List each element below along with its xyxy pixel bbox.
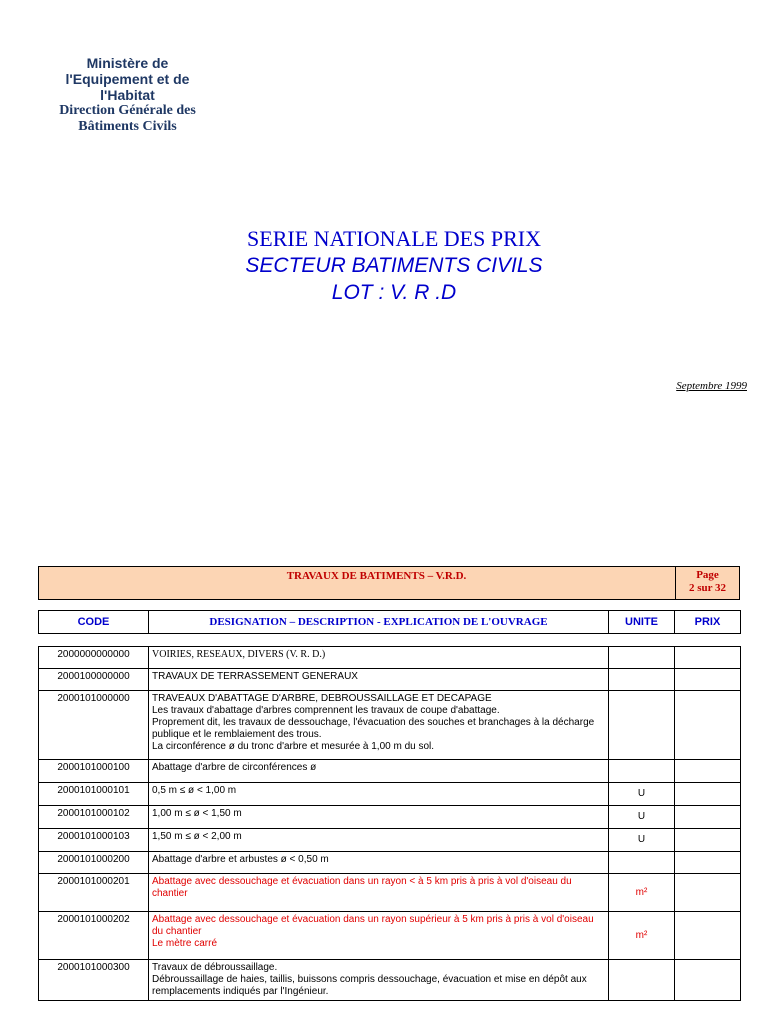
designation-line: Abattage avec dessouchage et évacuation dans un rayon < à 5 km pris à pris à vol d'oiseau du chantier	[152, 876, 572, 899]
row-price	[675, 783, 741, 806]
row-price	[675, 669, 741, 691]
ministry-block	[40, 55, 215, 135]
ministry-line: l'Equipement et de	[65, 71, 190, 87]
row-unit	[609, 760, 675, 783]
row-unit	[609, 960, 675, 1001]
row-unit: U	[609, 829, 675, 852]
title-line-1: SERIE NATIONALE DES PRIX	[247, 226, 541, 251]
designation-line: 1,00 m ≤ ø < 1,50 m	[152, 808, 242, 819]
row-code: 2000101000103	[39, 829, 149, 852]
page-label: Page	[696, 569, 719, 581]
row-unit: m²	[609, 874, 675, 912]
col-header-prix: PRIX	[675, 611, 741, 634]
row-unit	[609, 691, 675, 760]
document-title	[0, 226, 768, 306]
row-unit	[609, 852, 675, 874]
row-designation	[149, 852, 609, 874]
table-row	[39, 852, 741, 874]
row-designation	[149, 669, 609, 691]
row-designation	[149, 874, 609, 912]
designation-line: TRAVAUX DE TERRASSEMENT GENERAUX	[152, 671, 358, 682]
row-unit: m²	[609, 912, 675, 960]
row-code: 2000101000100	[39, 760, 149, 783]
table-row	[39, 806, 741, 829]
title-line-2: SECTEUR BATIMENTS CIVILS	[245, 254, 543, 277]
row-price	[675, 912, 741, 960]
table-row	[39, 960, 741, 1001]
title-line-3: LOT : V. R .D	[331, 281, 457, 304]
row-unit	[609, 647, 675, 669]
row-code: 2000101000102	[39, 806, 149, 829]
row-price	[675, 647, 741, 669]
designation-line: Abattage avec dessouchage et évacuation dans un rayon supérieur à 5 km pris à pris à vol d'oiseau du chantier	[152, 914, 594, 937]
designation-line: Abattage d'arbre de circonférences ø	[152, 762, 317, 773]
table-row	[39, 829, 741, 852]
price-table-body	[39, 647, 741, 1001]
row-price	[675, 806, 741, 829]
table-row	[39, 874, 741, 912]
work-title: TRAVAUX DE BATIMENTS – V.R.D.	[286, 570, 467, 582]
row-designation	[149, 912, 609, 960]
ministry-line: l'Habitat	[100, 87, 155, 103]
direction-line: Bâtiments Civils	[78, 119, 177, 134]
table-row	[39, 647, 741, 669]
designation-line: Débroussaillage de haies, taillis, buissons compris dessouchage, évacuation et mise en dépôt aux remplacements indiqués par l'Ingénieur.	[152, 974, 587, 997]
row-code: 2000101000202	[39, 912, 149, 960]
designation-line: La circonférence ø du tronc d'arbre et mesurée à 1,00 m du sol.	[152, 741, 435, 752]
row-price	[675, 691, 741, 760]
row-designation	[149, 960, 609, 1001]
row-unit: U	[609, 806, 675, 829]
row-designation	[149, 806, 609, 829]
ministry-line: Ministère de	[86, 55, 169, 71]
table-row	[39, 691, 741, 760]
row-price	[675, 874, 741, 912]
page-value: 2 sur 32	[688, 582, 727, 594]
row-designation	[149, 647, 609, 669]
column-headers	[38, 610, 741, 634]
designation-line: TRAVEAUX D'ABATTAGE D'ARBRE, DEBROUSSAILLAGE ET DECAPAGE	[152, 693, 492, 704]
page-indicator	[675, 567, 739, 599]
row-code: 2000101000101	[39, 783, 149, 806]
col-header-unite: UNITE	[609, 611, 675, 634]
row-code: 2000000000000	[39, 647, 149, 669]
row-code: 2000101000200	[39, 852, 149, 874]
document-date: Septembre 1999	[676, 380, 747, 392]
section-header	[38, 566, 740, 600]
row-code: 2000101000300	[39, 960, 149, 1001]
row-price	[675, 960, 741, 1001]
table-row	[39, 912, 741, 960]
row-code: 2000101000201	[39, 874, 149, 912]
designation-line: Proprement dit, les travaux de dessouchage, l'évacuation des souches et branchages à la décharge publique et le remblaiement des trous.	[152, 717, 595, 740]
row-price	[675, 852, 741, 874]
designation-line: Les travaux d'abattage d'arbres comprennent les travaux de coupe d'abattage.	[152, 705, 500, 716]
col-header-code: CODE	[39, 611, 149, 634]
row-price	[675, 760, 741, 783]
designation-line: 1,50 m ≤ ø < 2,00 m	[152, 831, 242, 842]
row-code: 2000100000000	[39, 669, 149, 691]
designation-line: 0,5 m ≤ ø < 1,00 m	[152, 785, 237, 796]
row-unit	[609, 669, 675, 691]
designation-line: VOIRIES, RESEAUX, DIVERS (V. R. D.)	[152, 649, 326, 660]
table-row	[39, 783, 741, 806]
designation-line: Abattage d'arbre et arbustes ø < 0,50 m	[152, 854, 329, 865]
row-designation	[149, 829, 609, 852]
row-designation	[149, 760, 609, 783]
row-price	[675, 829, 741, 852]
row-unit: U	[609, 783, 675, 806]
designation-line: Le mètre carré	[152, 938, 218, 949]
row-code: 2000101000000	[39, 691, 149, 760]
col-header-designation: DESIGNATION – DESCRIPTION - EXPLICATION DE L'OUVRAGE	[149, 611, 609, 634]
table-row	[39, 760, 741, 783]
row-designation	[149, 783, 609, 806]
row-designation	[149, 691, 609, 760]
direction-line: Direction Générale des	[59, 103, 196, 118]
designation-line: Travaux de débroussaillage.	[152, 962, 278, 973]
price-table	[38, 646, 741, 1001]
table-row	[39, 669, 741, 691]
